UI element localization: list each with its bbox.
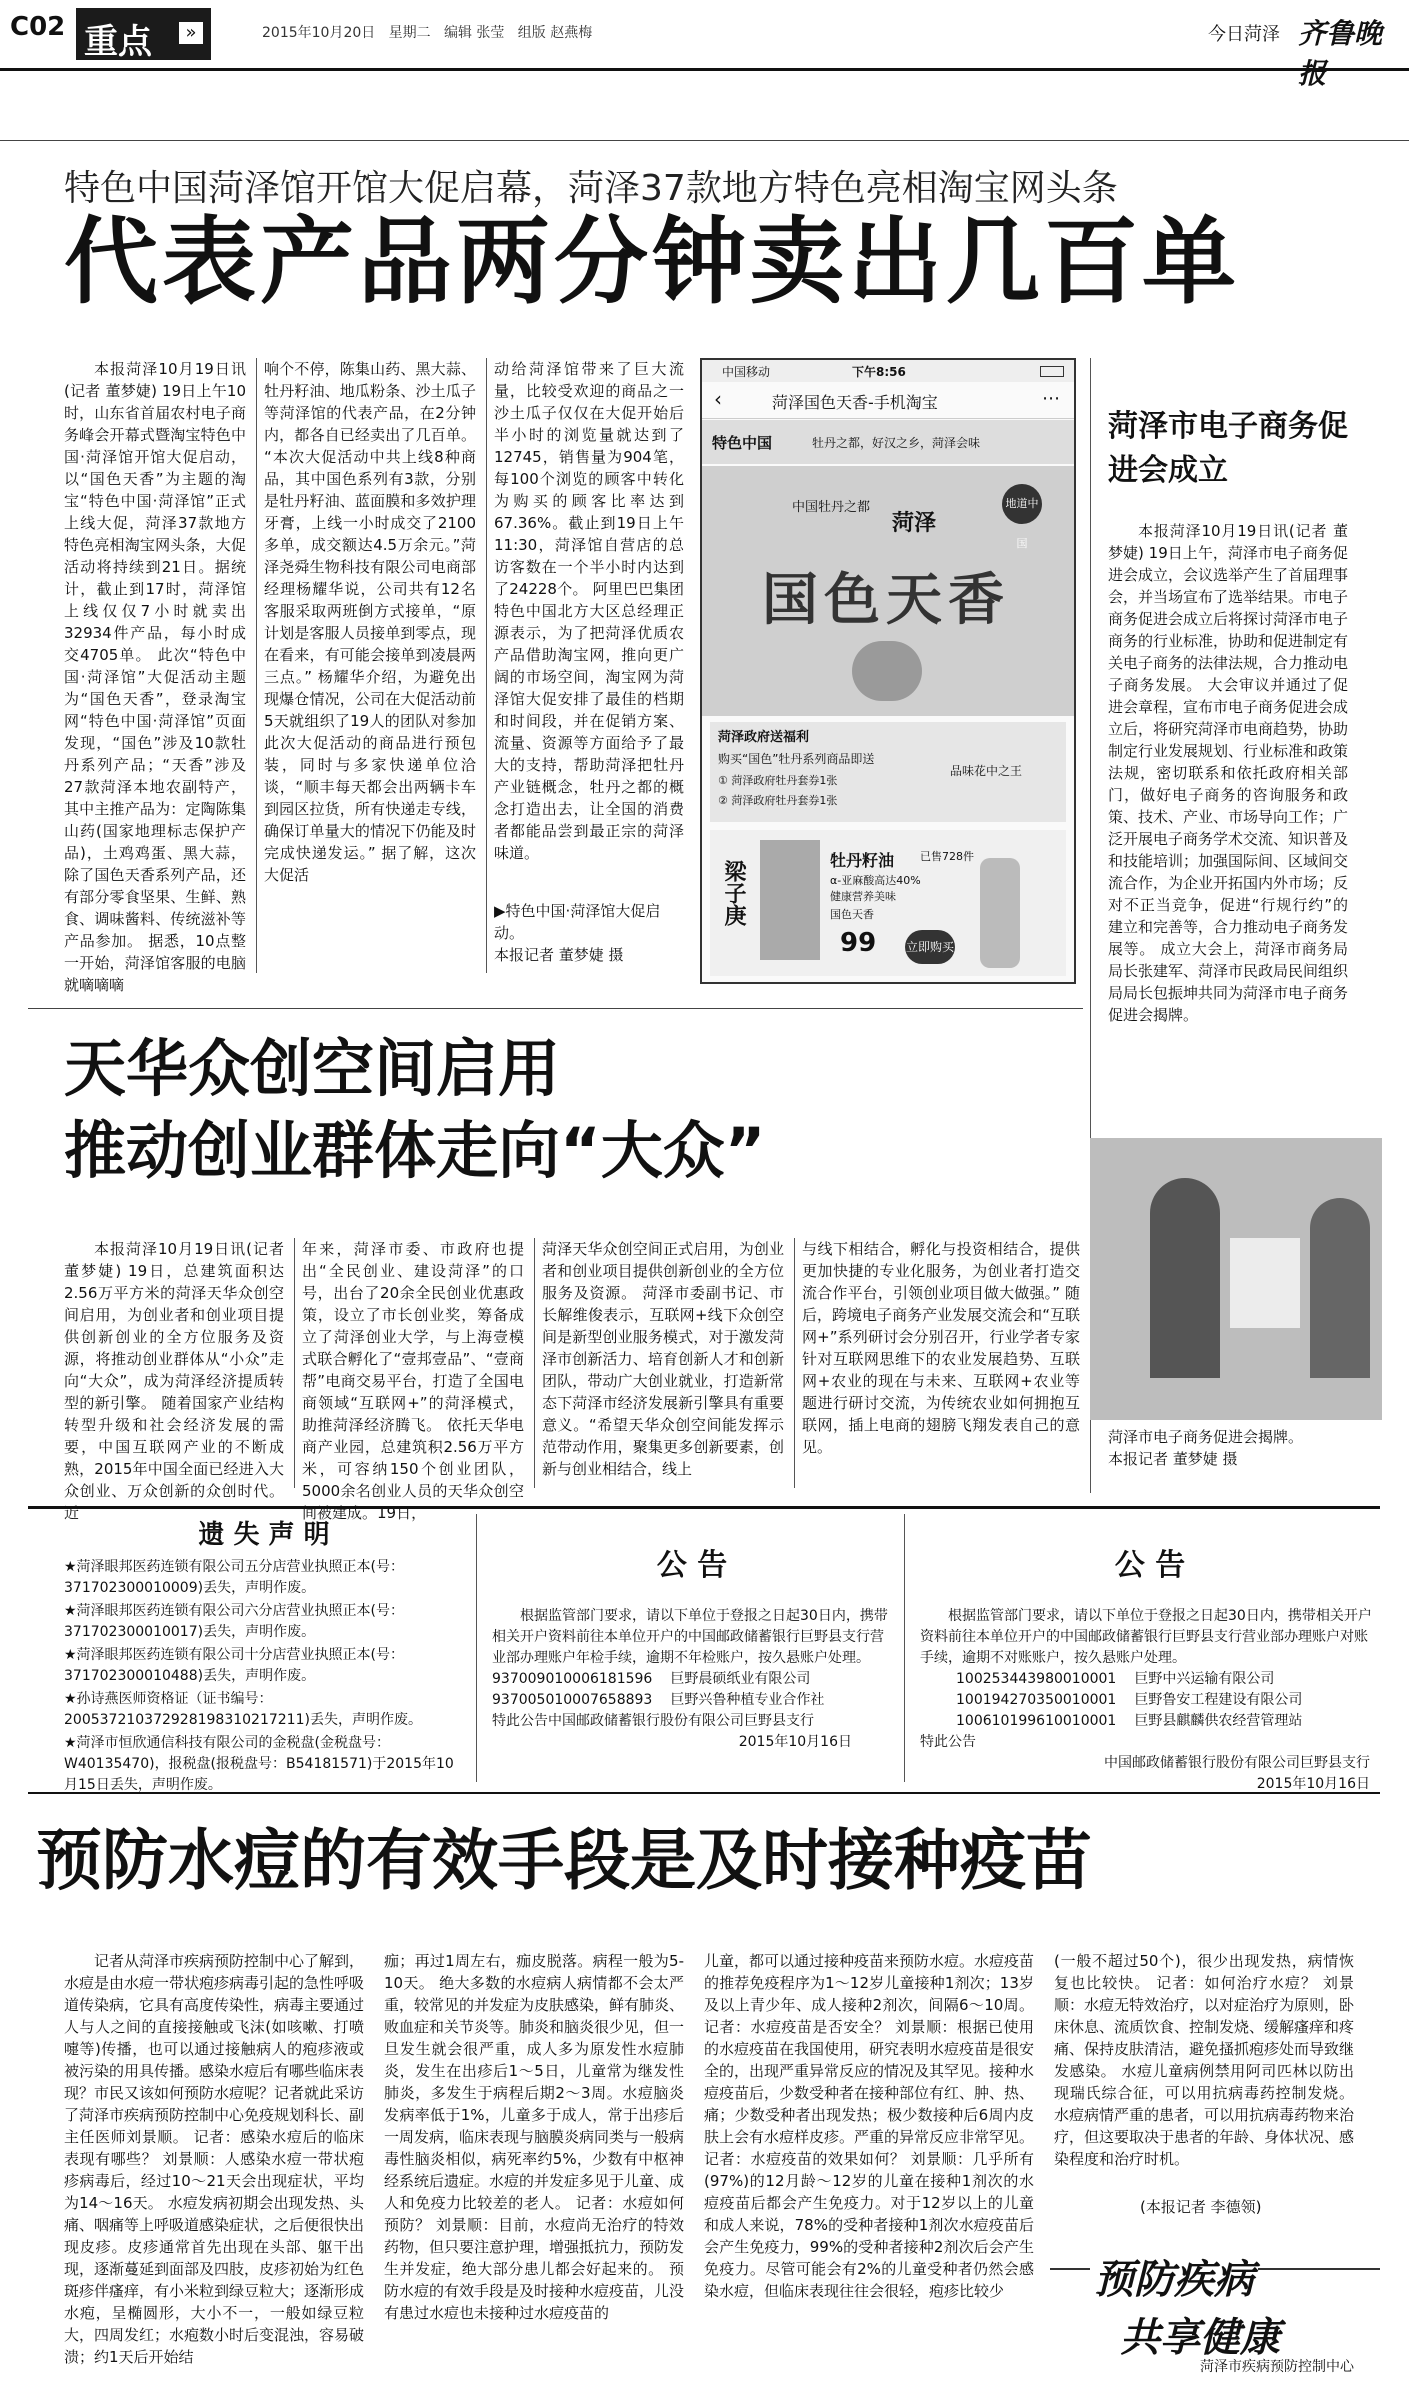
lost-notice-item: ★菏泽眼邦医药连锁有限公司五分店营业执照正本(号：371702300010009)丢失，声明作废。 xyxy=(64,1559,405,1596)
article2-photo xyxy=(1090,1138,1382,1420)
promo-text2: ① 菏泽政府牡丹套券1张 xyxy=(718,774,838,787)
carrier: 中国移动 xyxy=(722,365,771,379)
account-number: 937005010007658893 xyxy=(492,1692,653,1708)
article4-col1: 记者从菏泽市疾病预防控制中心了解到，水痘是由水痘一带状疱疹病毒引起的急性呼吸道传染病，它具有高度传染性，病毒主要通过人与人之间的直接接触或飞沫(如咳嗽、打喷嚏等)传播，也可以通过接触病人的疱疹液或被污染的用具传播。感染水痘后有哪些临床表现？市民又该如何预防水痘呢？记者就此采访了菏泽市疾病预防控制中心免疫规划科长、副主任医师刘景顺。 记者：感染水痘后的临床表现有哪些？ 刘景顺：人感染水痘一带状疱疹病毒后，经过10～21天会出现症状，平均为14～16天。 水痘发病初期会出现发热、头痛、咽痛等上呼吸道感染症状，之后便很快出现皮疹。皮疹通常首先出现在头部、躯干出现，逐渐蔓延到面部及四肢，皮疹初始为红色斑疹伴瘙痒，有小米粒到绿豆粒大；逐渐形成水疱，呈椭圆形，大小不一，一般如绿豆粒大，四周发红；水疱数小时后变混浊，容易破溃；约1天后开始结 xyxy=(64,1952,365,2366)
column-name: 今日菏泽 xyxy=(1208,24,1280,45)
lost-notice-item: ★菏泽眼邦医药连锁有限公司十分店营业执照正本(号：371702300010488)丢失，声明作废。 xyxy=(64,1647,405,1684)
promo-title: 菏泽政府送福利 xyxy=(718,730,810,745)
section-label: 重点 xyxy=(84,22,152,62)
article3-headline-1: 天华众创空间启用 xyxy=(64,1032,561,1105)
header-rule-thin xyxy=(0,140,1409,141)
article1-col3: 动给菏泽馆带来了巨大流量，比较受欢迎的商品之一沙土瓜子仅仅在大促开始后半小时的浏览量就达到了12745，销售量为904笔，每100个浏览的顾客中转化为购买的顾客比率达到67.36%。截止到19日上午11:30，菏泽馆自营店的总访客数在一个半小时内达到了24228个。 阿里巴巴集团特色中国北方大区总经理正源表示，为了把菏泽优质农产品借助淘宝网，推向更广阔的市场空间，淘宝网为菏泽馆大促安排了最佳的档期和时间段，并在促销方案、流量、资源等方面给予了最大的支持，帮助菏泽把牡丹产业链概念，牡丹之都的概念打造出去，让全国的消费者都能品尝到最正宗的菏泽味道。 xyxy=(494,360,684,862)
public-notice-1 xyxy=(492,1540,892,1780)
poster-title: 国色天香 xyxy=(762,567,1010,633)
article2-caption xyxy=(1108,1426,1368,1470)
article1-headline: 代表产品两分钟卖出几百单 xyxy=(64,208,1241,317)
article4-credit: (本报记者 李德领) xyxy=(1140,2198,1262,2216)
caption-text: 菏泽市电子商务促进会揭牌。 xyxy=(1108,1428,1304,1446)
section-tag xyxy=(76,8,211,60)
shop-logo: 特色中国 xyxy=(712,434,773,452)
promo-banner xyxy=(710,722,1066,822)
notice2-accounts xyxy=(920,1669,1380,1732)
notice2-sign2: 中国邮政储蓄银行股份有限公司巨野县支行 xyxy=(1104,1755,1370,1771)
account-holder: 巨野县麒麟供农经营管理站 xyxy=(1134,1713,1303,1729)
column-divider xyxy=(476,1514,477,1782)
product-sub: 健康营养美味 xyxy=(830,890,896,903)
lost-notice-list xyxy=(64,1557,464,1796)
product-card[interactable] xyxy=(710,830,1066,976)
photo-credit: 本报记者 董梦婕 摄 xyxy=(494,946,624,964)
person-right xyxy=(1310,1198,1370,1378)
notice1-date: 2015年10月16日 xyxy=(738,1734,852,1750)
account-number: 100253443980010001 xyxy=(956,1671,1117,1687)
account-holder: 巨野鲁安工程建设有限公司 xyxy=(1134,1692,1303,1708)
peony-icon xyxy=(852,641,922,701)
column-divider xyxy=(904,1514,905,1782)
notices-bottom-rule xyxy=(28,1792,1380,1794)
lost-notice-item: ★菏泽眼邦医药连锁有限公司六分店营业执照正本(号：371702300010017)丢失，声明作废。 xyxy=(64,1603,405,1640)
article3-col1: 本报菏泽10月19日讯(记者 董梦婕) 19日，总建筑面积达2.56万平方米的菏泽天华众创空间启用，为创业者和创业项目提供创新创业的全方位服务及资源，将推动创业群体从“小众”走向“大众”，成为菏泽经济提质转型的新引擎。 随着国家产业结构转型升级和社会经济发展的需要，中国互联网产业的不断成熟，2015年中国全面已经进入大众创业、万众创新的众创时代。近 xyxy=(64,1240,284,1522)
account-number: 937009010006181596 xyxy=(492,1671,653,1687)
product-extra: 国色天香 xyxy=(830,908,874,921)
poster-city: 菏泽 xyxy=(892,511,937,536)
chef-photo xyxy=(760,840,820,960)
logo-line2: 共享健康 xyxy=(1120,2314,1280,2361)
section-rule xyxy=(28,1008,1083,1009)
page-header xyxy=(0,0,1409,90)
lost-notice-item: ★孙诗燕医师资格证（证书编号：200537210372928198310217211)丢失，声明作废。 xyxy=(64,1691,422,1728)
notice1-sign: 特此公告中国邮政储蓄银行股份有限公司巨野县支行 xyxy=(492,1713,814,1729)
person-left xyxy=(1150,1178,1220,1378)
date-line xyxy=(262,22,592,42)
article1-kicker: 特色中国菏泽馆开馆大促启幕，菏泽37款地方特色亮相淘宝网头条 xyxy=(64,168,1118,209)
account-row xyxy=(956,1690,1380,1711)
photo-credit: 本报记者 董梦婕 摄 xyxy=(1108,1450,1238,1468)
clock: 下午8:56 xyxy=(852,365,906,379)
account-row xyxy=(956,1711,1380,1732)
newspaper-logo: 齐鲁晚报 xyxy=(1298,17,1383,90)
article1-col1: 本报菏泽10月19日讯(记者 董梦婕) 19日上午10时，山东省首届农村电子商务峰会开幕式暨淘宝特色中国·菏泽馆开馆大促启动，以“国色天香”为主题的淘宝“特色中国·菏泽馆”正式上线大促，菏泽37款地方特色亮相淘宝网头条，大促活动将持续到21日。据统计，截止到17时，菏泽馆上线仅仅7小时就卖出32934件产品，每小时成交4705单。 此次“特色中国·菏泽馆”大促活动主题为“国色天香”，登录淘宝网“特色中国·菏泽馆”页面发现，“国色”涉及10款牡丹系列产品；“天香”涉及27款菏泽本地农副特产，其中主推产品为：定陶陈集山药(国家地理标志保护产品)，土鸡鸡蛋、黑大蒜，除了国色天香系列产品，还有部分零食坚果、生鲜、熟食、调味酱料、传统滋补等产品参加。 据悉，10点整一开始，菏泽馆客服的电脑就嘀嘀嘀 xyxy=(64,360,246,994)
lost-notice-title: 遗 失 声 明 xyxy=(198,1520,330,1550)
phone-screenshot xyxy=(700,358,1076,984)
lost-notice-item: ★菏泽市恒欣通信科技有限公司的金税盘(金税盘号：W40135470)，报税盘(报税盘号：B54181571)于2015年10月15日丢失，声明作废。 xyxy=(64,1735,454,1793)
notice2-date: 2015年10月16日 xyxy=(1256,1776,1370,1792)
app-titlebar xyxy=(702,382,1074,419)
article1-col2: 响个不停，陈集山药、黑大蒜、牡丹籽油、地瓜粉条、沙土瓜子等菏泽馆的代表产品，在2分钟内，都各自已经卖出了几百单。 “本次大促活动中共上线8种商品，其中国色系列有3款，分别是牡丹籽油、蓝面膜和多效护理牙膏，上线一小时成交了2100多单，成交额达4.5万余元。”菏泽尧舜生物科技有限公司电商部经理杨耀华说，公司共有12名客服采取两班倒方式接单，“原计划是客服人员接单到零点，现在看来，有可能会接单到凌晨两三点。” 杨耀华介绍，为避免出现爆仓情况，公司在大促活动前5天就组织了19人的团队对参加此次大促活动的商品进行预包装，同时与多家快递单位洽谈，“顺丰每天都会出两辆卡车到园区拉货，所有快递走专线，确保订单量大的情况下仍能及时完成快递发运。” 据了解，这次大促活 xyxy=(264,360,476,884)
article3-headline-2: 推动创业群体走向“大众” xyxy=(64,1114,766,1187)
weekday: 星期二 xyxy=(388,25,431,41)
header-rule xyxy=(0,68,1409,71)
account-holder: 巨野中兴运输有限公司 xyxy=(1134,1671,1275,1687)
account-row xyxy=(492,1690,892,1711)
page-number: C02 xyxy=(10,12,66,42)
article3-col3: 菏泽天华众创空间正式启用，为创业者和创业项目提供创新创业的全方位服务及资源。 菏泽市委副书记、市长解维俊表示，互联网+线下众创空间是新型创业服务模式，对于激发菏泽市创新活力、培育创新人才和创新团队，带动广大创业就业，打造新常态下菏泽市经济发展新引擎具有重要意义。“希望天华众创空间能发挥示范带动作用，聚集更多创新要素，创新与创业相结合，线上 xyxy=(542,1240,784,1478)
notice2-title: 公 告 xyxy=(1114,1548,1186,1583)
promo-text3: ② 菏泽政府牡丹套券1张 xyxy=(718,794,838,807)
poster-small-text: 中国牡丹之都 xyxy=(792,500,871,515)
notice2-sign1: 特此公告 xyxy=(920,1734,976,1750)
more-icon[interactable]: ⋯ xyxy=(1042,388,1060,409)
promo-text1: 购买“国色”牡丹系列商品即送 xyxy=(718,752,875,766)
notice2-text: 根据监管部门要求，请以下单位于登报之日起30日内，携带相关开户资料前往本单位开户的中国邮政储蓄银行巨野县支行营业部办理账户对账手续，逾期不对账账户，按久悬账户处理。 xyxy=(920,1608,1372,1666)
notices-top-rule xyxy=(28,1506,1380,1509)
logo-line1: 预防疾病 xyxy=(1090,2248,1258,2305)
column-divider xyxy=(534,1238,535,1488)
product-name: 牡丹籽油 xyxy=(830,851,895,870)
back-icon[interactable]: ‹ xyxy=(714,387,722,411)
article2-body: 本报菏泽10月19日讯(记者 董梦婕) 19日上午，菏泽市电子商务促进会成立，会议选举产生了首届理事会，并当场宣布了选举结果。市电子商务促进会成立后将探讨菏泽市电子商务的行业标准，协助和促进制定有关电子商务的法律法规，合力推动电子商务发展。 大会审议并通过了促进会章程，宣布市电子商务促进会成立后，将研究菏泽市电商趋势，协助制定行业发展规划、行业标准和政策法规，密切联系和依托政府相关部门，做好电子商务的咨询服务和政策、技术、产业、市场导向工作；广泛开展电子商务学术交流、知识普及和技能培训；加强国际间、区域间交流合作，为企业开拓国内外市场；反对不正当竞争，促进“行规行约”的建立和完善等，合力推动电子商务发展等。 成立大会上，菏泽市商务局局长张建军、菏泽市民政局民间组织局局长包振坤共同为菏泽市电子商务促进会揭牌。 xyxy=(1108,522,1349,1024)
article4-col4: (一般不超过50个)，很少出现发热，病情恢复也比较快。 记者：如何治疗水痘？ 刘景顺：水痘无特效治疗，以对症治疗为原则，卧床休息、流质饮食、控制发烧、缓解瘙痒和疼痛、保持皮肤清洁，避免搔抓疱疹处而导致继发感染。 水痘儿童病例禁用阿司匹林以防出现瑞氏综合征，可以用抗病毒药控制发烧。 水痘病情严重的患者，可以用抗病毒药物来治疗，但这要取决于患者的年龄、身体状况、感染程度和治疗时机。 xyxy=(1054,1952,1355,2168)
column-divider xyxy=(256,358,257,973)
poster-badge: 地道中国 xyxy=(1002,484,1042,524)
lost-notice xyxy=(64,1514,464,1793)
logo-org: 菏泽市疾病预防控制中心 xyxy=(1200,2359,1354,2375)
account-row xyxy=(956,1669,1380,1690)
sold-count: 已售728件 xyxy=(920,850,974,863)
article2-headline: 菏泽市电子商务促进会成立 xyxy=(1108,409,1348,488)
double-chevron-icon: » xyxy=(179,22,203,44)
account-row xyxy=(492,1669,892,1690)
account-number: 100610199610010001 xyxy=(956,1713,1117,1729)
article3-col4: 与线下相结合，孵化与投资相结合，提供更加快捷的专业化服务，为创业者打造交流合作平台，引领创业项目做大做强。” 随后，跨境电子商务产业发展交流会和“互联网+”系列研讨会分别召开，行业学者专家针对互联网思维下的农业发展趋势、互联网+农业的现在与未来、互联网+农业等题进行研讨交流，为传统农业如何拥抱互联网，插上电商的翅膀飞翔发表自己的意见。 xyxy=(802,1240,1080,1456)
status-bar xyxy=(702,360,1074,382)
public-notice-2 xyxy=(920,1540,1380,1792)
column-divider xyxy=(294,1238,295,1488)
account-holder: 巨野兴鲁种植专业合作社 xyxy=(670,1692,825,1708)
article3-col2: 年来，菏泽市委、市政府也提出“全民创业、建设菏泽”的口号，出台了20余全民创业优惠政策，设立了市长创业奖，筹备成立了菏泽创业大学，与上海壹模式联合孵化了“壹邦壹品”、“壹商帮”电商交易平台，打造了全国电商领域“互联网+”的菏泽模式，助推菏泽经济腾飞。 依托天华电商产业园，总建筑积2.56万平方米，可容纳150个创业团队，5000余名创业人员的天华众创空间被建成。19日， xyxy=(302,1240,524,1522)
notice1-accounts xyxy=(492,1669,892,1711)
layout-editor: 组版 赵燕梅 xyxy=(517,25,593,41)
article4-headline: 预防水痘的有效手段是及时接种疫苗 xyxy=(36,1822,1092,1899)
caption-text: 特色中国·菏泽馆大促启动。 xyxy=(494,902,661,942)
account-holder: 巨野晨硕纸业有限公司 xyxy=(670,1671,811,1687)
shop-slogan: 牡丹之都，好汉之乡，菏泽会味 xyxy=(812,436,981,450)
product-desc: α-亚麻酸高达40% xyxy=(830,874,921,887)
column-divider xyxy=(486,358,487,973)
chef-name: 梁子庚 xyxy=(721,860,746,926)
article4-col3: 儿童，都可以通过接种疫苗来预防水痘。水痘疫苗的推荐免疫程序为1～12岁儿童接种1剂次；13岁及以上青少年、成人接种2剂次，间隔6～10周。 记者：水痘疫苗是否安全？ 刘景顺：根据已使用的水痘疫苗在我国使用，研究表明水痘疫苗是很安全的，出现严重异常反应的情况及其罕见。接种水痘疫苗后，少数受种者在接种部位有红、肿、热、痛；少数受种者出现发热；极少数接种后6周内皮肤上会有水痘样皮疹。严重的异常反应非常罕见。 记者：水痘疫苗的效果如何？ 刘景顺：几乎所有(97%)的12月龄～12岁的儿童在接种1剂次的水痘疫苗后都会产生免疫力。对于12岁以上的儿童和成人来说，78%的受种者接种1剂次水痘疫苗后会产生免疫力，99%的受种者接种2剂次后会产生免疫力。尽管可能会有2%的儿童受种者仍然会感染水痘，但临床表现往往会很轻，疱疹比较少 xyxy=(704,1952,1035,2300)
poster xyxy=(702,466,1074,716)
notice1-title: 公 告 xyxy=(656,1548,728,1583)
article1-photo-caption xyxy=(494,900,684,966)
column-divider xyxy=(794,1238,795,1488)
buy-button[interactable]: 立即购买 xyxy=(905,930,955,964)
account-number: 100194270350010001 xyxy=(956,1692,1117,1708)
plaque xyxy=(1230,1238,1300,1328)
shop-header xyxy=(702,420,1074,464)
app-title: 菏泽国色天香-手机淘宝 xyxy=(772,393,938,412)
date: 2015年10月20日 xyxy=(262,25,376,41)
editor: 编辑 张莹 xyxy=(443,25,505,41)
article4-col2: 痂；再过1周左右，痂皮脱落。病程一般为5-10天。 绝大多数的水痘病人病情都不会太严重，较常见的并发症为皮肤感染，鲜有肺炎、败血症和关节炎等。肺炎和脑炎很少见，但一旦发生就会很严重，成人多为原发性水痘肺炎，发生在出疹后1～5日，儿童常为继发性肺炎，多发生于病程后期2～3周。水痘脑炎发病率低于1%，儿童多于成人，常于出疹后一周发病，临床表现与脑膜炎病同类与一般病毒性脑炎相似，病死率约5%，少数有中枢神经系统后遗症。水痘的并发症多见于儿童、成人和免疫力比较差的老人。 记者：水痘如何预防？ 刘景顺：目前，水痘尚无治疗的特效药物，但只要注意护理，增强抵抗力，预防发生并发症，绝大部分患儿都会好起来的。 预防水痘的有效手段是及时接种水痘疫苗，儿没有患过水痘也未接种过水痘疫苗的 xyxy=(384,1952,685,2322)
battery-icon xyxy=(1040,366,1064,377)
oil-bottle xyxy=(980,858,1020,968)
product-tagline: 品味花中之王 xyxy=(950,764,1023,778)
cdc-logo xyxy=(1050,2228,1380,2378)
notice1-text: 根据监管部门要求，请以下单位于登报之日起30日内，携带相关开户资料前往本单位开户的中国邮政储蓄银行巨野县支行营业部办理账户年检手续，逾期不年检账户，按久悬账户处理。 xyxy=(492,1608,888,1666)
triangle-pointer-icon: ▶ xyxy=(494,902,506,920)
price: 99 xyxy=(840,928,877,958)
